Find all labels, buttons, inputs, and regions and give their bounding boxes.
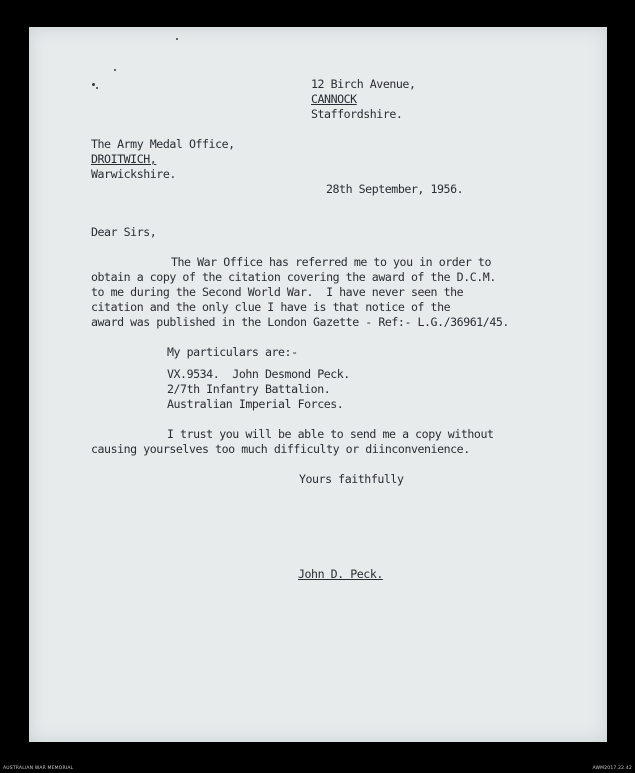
salutation: Dear Sirs, <box>91 225 157 239</box>
particulars-line2: 2/7th Infantry Battalion. <box>167 382 331 396</box>
body-paragraph-1-line4: citation and the only clue I have is that notice of the <box>91 300 451 314</box>
signature: John D. Peck. <box>298 567 383 581</box>
sender-address-line1: 12 Birch Avenue, <box>311 77 416 91</box>
body-paragraph-1-line1: The War Office has referred me to you in order to <box>171 255 491 269</box>
recipient-line1: The Army Medal Office, <box>91 137 235 151</box>
footer-reference: AWM2017.22.42 <box>592 766 632 771</box>
body-paragraph-1-line5: award was published in the London Gazette - Ref:- L.G./36961/45. <box>91 315 509 329</box>
particulars-line3: Australian Imperial Forces. <box>167 397 344 411</box>
particulars-line1: VX.9534. John Desmond Peck. <box>167 367 350 381</box>
letter-date: 28th September, 1956. <box>326 182 464 196</box>
particulars-intro: My particulars are:- <box>167 345 298 359</box>
body-paragraph-2-line2: causing yourselves too much difficulty or diinconvenience. <box>91 442 470 456</box>
ink-speck <box>114 69 116 71</box>
ink-speck <box>92 83 95 86</box>
sender-address-line2: CANNOCK <box>311 92 357 106</box>
ink-speck <box>96 87 98 89</box>
body-paragraph-1-line3: to me during the Second World War. I have never seen the <box>91 285 464 299</box>
body-paragraph-2-line1: I trust you will be able to send me a copy without <box>167 427 494 441</box>
letter-page <box>29 27 607 742</box>
sender-address-line3: Staffordshire. <box>311 107 403 121</box>
recipient-line3: Warwickshire. <box>91 167 176 181</box>
closing: Yours faithfully <box>299 472 404 486</box>
recipient-line2: DROITWICH, <box>91 152 157 166</box>
ink-speck <box>176 38 178 40</box>
body-paragraph-1-line2: obtain a copy of the citation covering the award of the D.C.M. <box>91 270 496 284</box>
footer-institution: AUSTRALIAN WAR MEMORIAL <box>3 766 74 771</box>
